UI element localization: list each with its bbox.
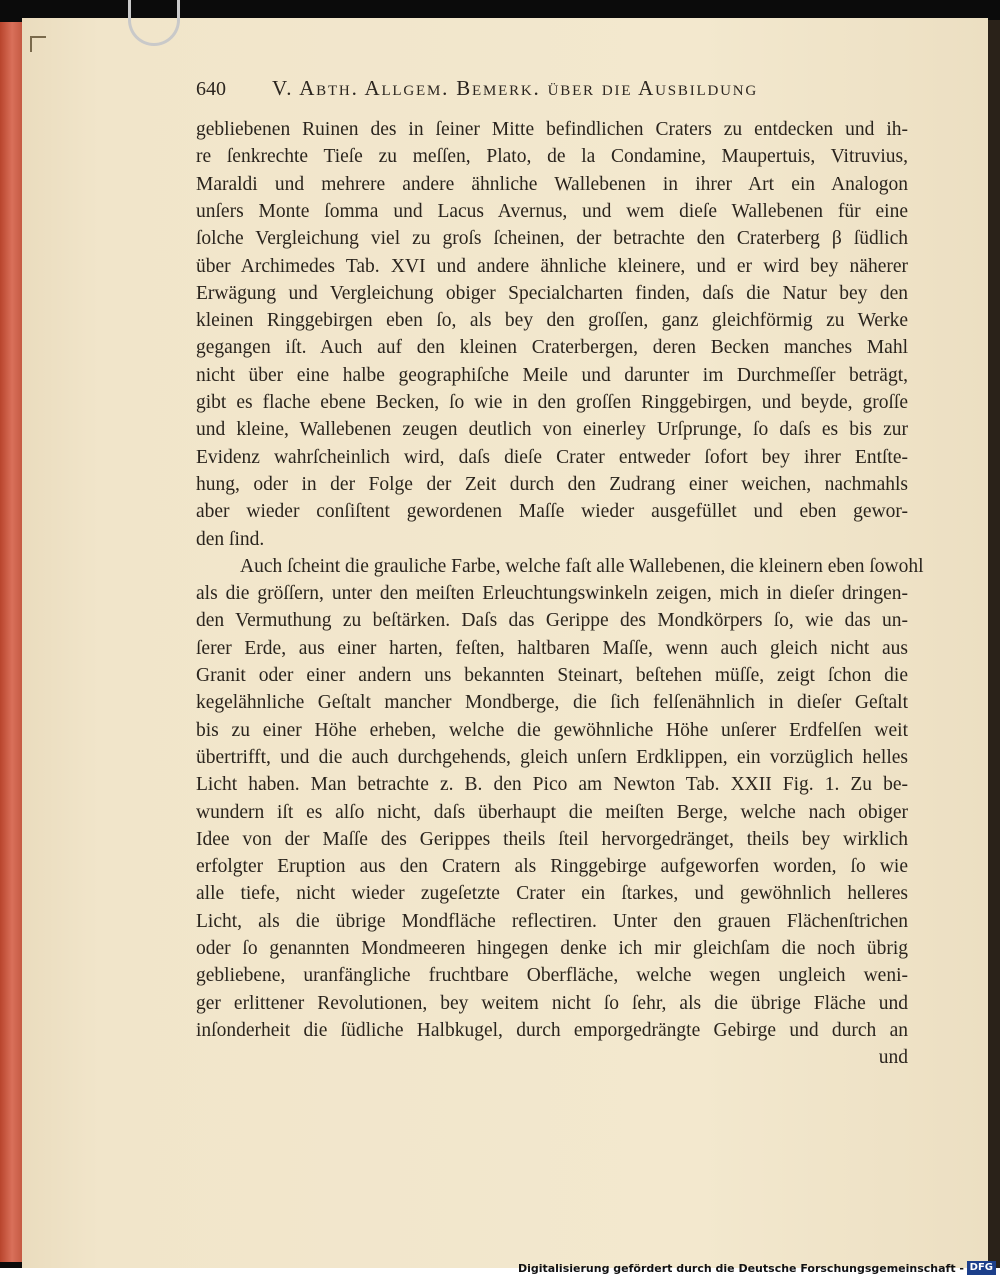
text-line: und — [878, 1047, 908, 1069]
text-line: Maraldi und mehrere andere ähnliche Wallebenen in ihrer Art ein Analogon — [196, 173, 908, 195]
text-line: aber wieder conſiſtent gewordenen Maſſe wieder ausgefüllet und eben gewor- — [196, 501, 908, 523]
text-line: kleinen Ringgebirgen eben ſo, als bey den groſſen, ganz gleichförmig zu Werke — [196, 310, 908, 332]
text-line: kegelähnliche Geſtalt mancher Mondberge, die ſich felſenähnlich in dieſer Geſtalt — [196, 692, 908, 714]
text-line: Idee von der Maſſe des Gerippes theils ſteil hervorgedränget, theils bey wirklich — [196, 828, 908, 850]
page-number: 640 — [196, 78, 226, 100]
text-line: als die gröſſern, unter den meiſten Erleuchtungswinkeln zeigen, mich in dieſer dringen- — [196, 583, 908, 605]
text-line: hung, oder in der Folge der Zeit durch den Zudrang einer weichen, nachmahls — [196, 473, 908, 495]
text-line: den ſind. — [196, 528, 265, 550]
text-line: Licht haben. Man betrachte z. B. den Pico am Newton Tab. XXII Fig. 1. Zu be- — [196, 774, 908, 796]
text-line: erfolgter Eruption aus den Cratern als Ringgebirge aufgeworfen worden, ſo wie — [196, 856, 908, 878]
text-line: übertrifft, und die auch durchgehends, gleich unſern Erdklippen, ein vorzüglich helles — [196, 746, 908, 768]
text-line: re ſenkrechte Tieſe zu meſſen, Plato, de la Condamine, Maupertuis, Vitruvius, — [196, 146, 908, 168]
text-line: ger erlittener Revolutionen, bey weitem nicht ſo ſehr, als die übrige Fläche und — [196, 992, 908, 1014]
text-line: Auch ſcheint die grauliche Farbe, welche faſt alle Wallebenen, die kleinern eben ſowohl — [240, 555, 924, 577]
text-line: gibt es flache ebene Becken, ſo wie in den groſſen Ringgebirgen, und beyde, groſſe — [196, 392, 908, 413]
footer-credit: Digitalisierung gefördert durch die Deutsche Forschungsgemeinschaft - — [517, 1262, 964, 1275]
text-line: unſers Monte ſomma und Lacus Avernus, und wem dieſe Wallebenen für eine — [196, 200, 908, 222]
text-line: ſolche Vergleichung viel zu groſs ſcheinen, der betrachte den Craterberg β ſüdlich — [196, 228, 908, 250]
text-line: gegangen iſt. Auch auf den kleinen Craterbergen, deren Becken manches Mahl — [196, 337, 908, 359]
book-edge — [0, 22, 23, 1262]
dfg-logo: DFG — [967, 1261, 996, 1275]
text-line: inſonderheit die ſüdliche Halbkugel, durch emporgedrängte Gebirge und durch an — [196, 1019, 908, 1041]
running-title: V. Abth. Allgem. Bemerk. über die Ausbildung — [272, 76, 759, 100]
text-line: Erwägung und Vergleichung obiger Specialcharten finden, daſs die Natur bey den — [196, 282, 908, 304]
text-line: wundern iſt es alſo nicht, daſs überhaupt die meiſten Berge, welche nach obiger — [196, 801, 908, 823]
text-line: und kleine, Wallebenen zeugen deutlich von einerley Urſprunge, ſo daſs es bis zur — [196, 419, 908, 441]
text-line: alle tiefe, nicht wieder zugeſetzte Crater ein ſtarkes, und gewöhnlich helleres — [196, 883, 908, 905]
text-line: bis zu einer Höhe erheben, welche die gewöhnliche Höhe unſerer Erdfelſen weit — [196, 719, 908, 741]
text-line: Evidenz wahrſcheinlich wird, daſs dieſe Crater entweder ſofort bey ihrer Entſte- — [196, 446, 908, 468]
corner-mark-icon — [30, 36, 46, 52]
text-line: den Vermuthung zu beſtärken. Daſs das Gerippe des Mondkörpers ſo, wie das un- — [196, 610, 908, 632]
text-line: gebliebenen Ruinen des in ſeiner Mitte befindlichen Craters zu entdecken und ih- — [196, 119, 908, 140]
running-head — [196, 76, 906, 106]
text-line: ſerer Erde, aus einer harten, feſten, haltbaren Maſſe, wenn auch gleich nicht aus — [196, 637, 908, 659]
text-line: gebliebene, uranfängliche fruchtbare Oberfläche, welche wegen ungleich weni- — [196, 965, 908, 987]
text-line: Granit oder einer andern uns bekannten Steinart, beſtehen müſſe, zeigt ſchon die — [196, 665, 908, 686]
text-line: oder ſo genannten Mondmeeren hingegen denke ich mir gleichſam die noch übrig — [196, 938, 908, 959]
text-line: über Archimedes Tab. XVI und andere ähnliche kleinere, und er wird bey näherer — [196, 255, 908, 277]
book-spine-shadow — [988, 20, 1000, 1268]
text-line: Licht, als die übrige Mondfläche reflectiren. Unter den grauen Flächenſtrichen — [196, 910, 908, 932]
text-line: nicht über eine halbe geographiſche Meile und darunter im Durchmeſſer beträgt, — [196, 364, 908, 386]
